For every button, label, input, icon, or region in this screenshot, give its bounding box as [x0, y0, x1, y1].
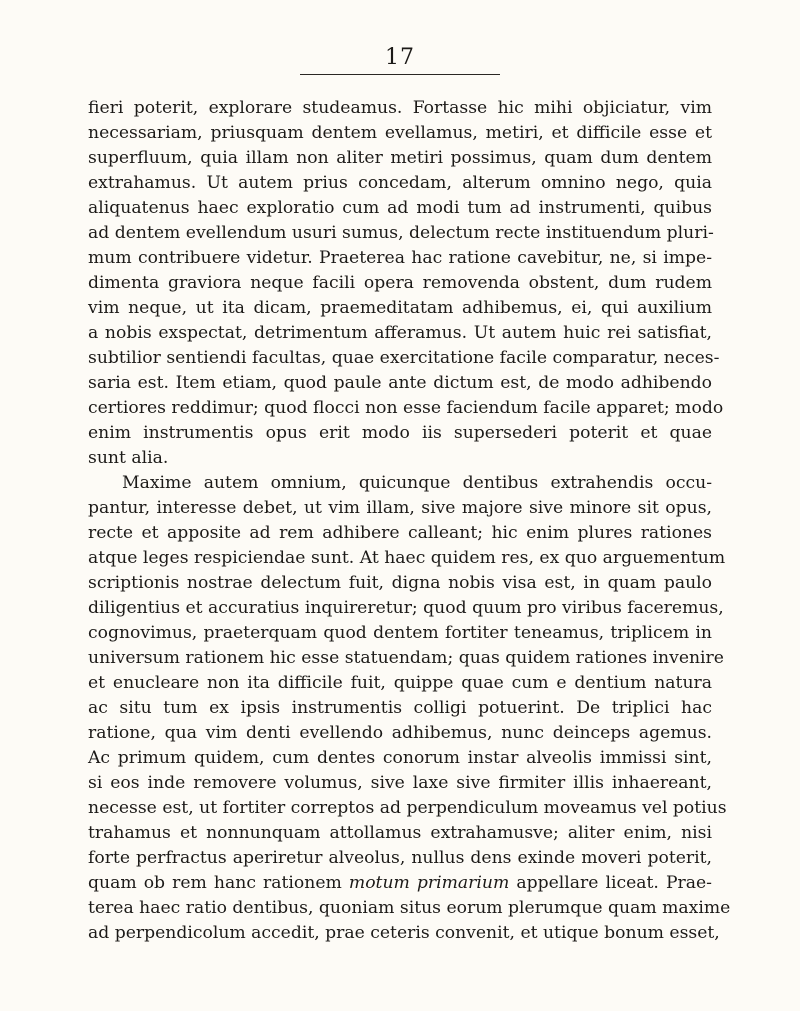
- text-line: si eos inde removere volumus, sive laxe sive firmiter illis inhaereant,: [88, 773, 712, 793]
- text-line-with-italic: [88, 871, 712, 896]
- text-run: quam ob rem hanc rationem: [88, 873, 349, 893]
- text-line: saria est. Item etiam, quod paule ante dictum est, de modo adhibendo: [88, 373, 712, 393]
- text-line: sunt alia.: [88, 448, 169, 468]
- text-line: et enucleare non ita difficile fuit, quippe quae cum e dentium natura: [88, 673, 712, 693]
- text-run: appellare liceat. Prae-: [509, 873, 712, 893]
- text-line: ad perpendicolum accedit, prae ceteris convenit, et utique bonum esset,: [88, 923, 720, 943]
- text-line: forte perfractus aperiretur alveolus, nullus dens exinde moveri poterit,: [88, 848, 712, 868]
- text-line: Ac primum quidem, cum dentes conorum instar alveolis immissi sint,: [88, 748, 712, 768]
- page-number: 17: [385, 45, 415, 70]
- text-line: enim instrumentis opus erit modo iis supersederi poterit et quae: [88, 423, 712, 443]
- text-line: scriptionis nostrae delectum fuit, digna nobis visa est, in quam paulo: [88, 573, 712, 593]
- text-line: dimenta graviora neque facili opera removenda obstent, dum rudem: [88, 273, 712, 293]
- paragraph-1: [88, 96, 724, 471]
- italic-term: motum primarium: [348, 873, 510, 893]
- text-line: superfluum, quia illam non aliter metiri possimus, quam dum dentem: [88, 148, 712, 168]
- text-line: pantur, interesse debet, ut vim illam, sive majore sive minore sit opus,: [88, 498, 712, 518]
- text-line: necesse est, ut fortiter correptos ad perpendiculum moveamus vel potius: [88, 798, 727, 818]
- text-line: fieri poterit, explorare studeamus. Fortasse hic mihi objiciatur, vim: [88, 98, 712, 118]
- text-line: recte et apposite ad rem adhibere calleant; hic enim plures rationes: [88, 523, 712, 543]
- text-line: terea haec ratio dentibus, quoniam situs eorum plerumque quam maxime: [88, 898, 731, 918]
- page-header: [0, 44, 800, 84]
- text-line: mum contribuere videtur. Praeterea hac ratione cavebitur, ne, si impe-: [88, 248, 712, 268]
- text-line: atque leges respiciendae sunt. At haec quidem res, ex quo arguementum: [88, 548, 726, 568]
- header-rule: [300, 74, 500, 75]
- text-line: certiores reddimur; quod flocci non esse faciendum facile apparet; modo: [88, 398, 724, 418]
- text-line: cognovimus, praeterquam quod dentem fortiter teneamus, triplicem in: [88, 623, 712, 643]
- text-line: universum rationem hic esse statuendam; quas quidem rationes invenire: [88, 648, 724, 668]
- text-line: a nobis exspectat, detrimentum afferamus. Ut autem huic rei satisfiat,: [88, 323, 712, 343]
- text-line: vim neque, ut ita dicam, praemeditatam adhibemus, ei, qui auxilium: [88, 298, 712, 318]
- body-text: [88, 96, 731, 946]
- paragraph-2: [88, 471, 731, 946]
- text-line: subtilior sentiendi facultas, quae exercitatione facile comparatur, neces-: [88, 348, 720, 368]
- text-line: aliquatenus haec exploratio cum ad modi tum ad instrumenti, quibus: [88, 198, 712, 218]
- text-line: Maxime autem omnium, quicunque dentibus extrahendis occu-: [122, 473, 712, 493]
- text-line: trahamus et nonnunquam attollamus extrahamusve; aliter enim, nisi: [88, 823, 712, 843]
- text-line: extrahamus. Ut autem prius concedam, alterum omnino nego, quia: [88, 173, 712, 193]
- text-line: ratione, qua vim denti evellendo adhibemus, nunc deinceps agemus.: [88, 723, 712, 743]
- text-line: ad dentem evellendum usuri sumus, delectum recte instituendum pluri-: [88, 223, 714, 243]
- text-line: necessariam, priusquam dentem evellamus, metiri, et difficile esse et: [88, 123, 712, 143]
- text-line: diligentius et accuratius inquireretur; quod quum pro viribus faceremus,: [88, 598, 724, 618]
- text-line: ac situ tum ex ipsis instrumentis colligi potuerint. De triplici hac: [88, 698, 712, 718]
